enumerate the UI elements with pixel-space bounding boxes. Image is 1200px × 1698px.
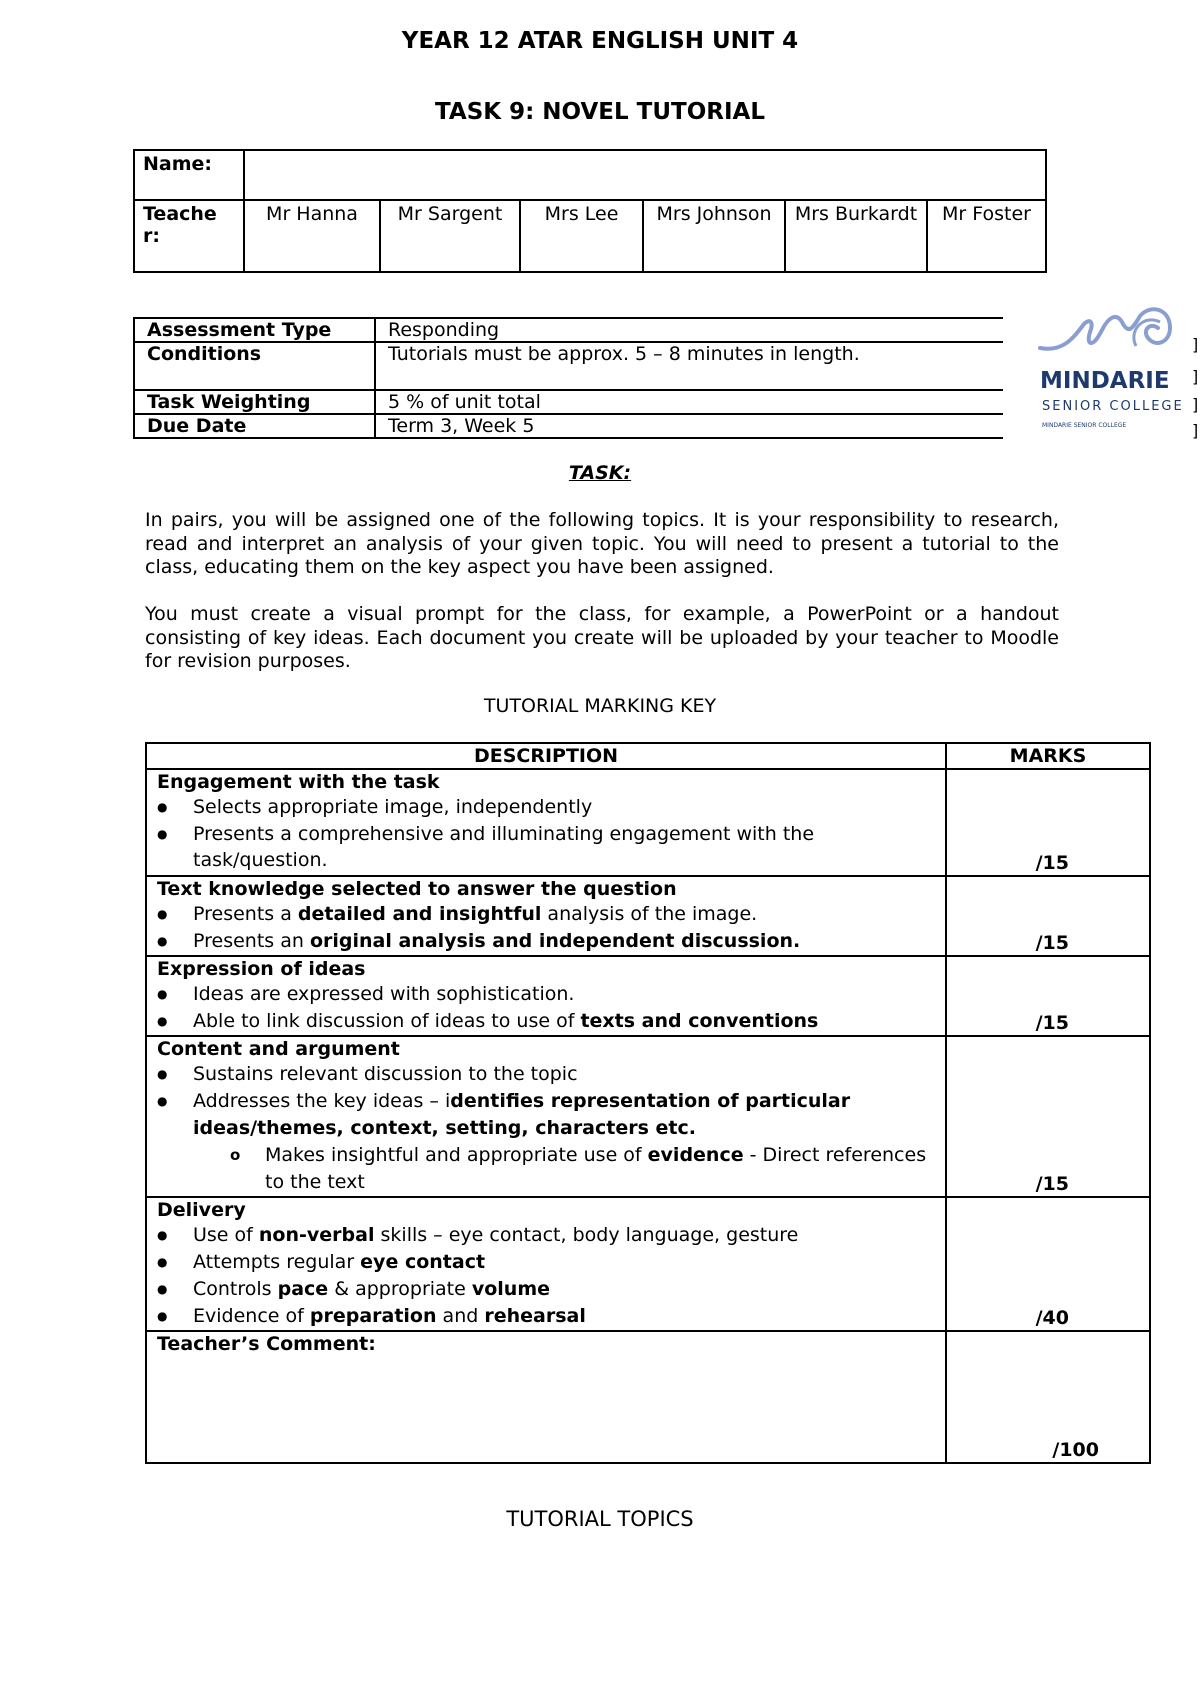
criterion-point: ● Controls pace & appropriate volume bbox=[157, 1276, 935, 1303]
marking-key-table bbox=[145, 742, 1151, 1464]
criterion-point: ● Ideas are expressed with sophistication. bbox=[157, 981, 935, 1008]
criterion-subpoint: o Makes insightful and appropriate use of evidence - Direct references to the text bbox=[157, 1142, 935, 1196]
due-date-value: Term 3, Week 5 bbox=[375, 414, 1003, 438]
svg-text:]: ] bbox=[1192, 367, 1199, 386]
criterion-row bbox=[146, 876, 1150, 956]
assessment-type-label: Assessment Type bbox=[134, 318, 375, 342]
criterion-title: Text knowledge selected to answer the question bbox=[157, 878, 677, 900]
criterion-row bbox=[146, 769, 1150, 876]
conditions-label: Conditions bbox=[134, 342, 375, 390]
comment-row bbox=[146, 1331, 1150, 1463]
tutorial-topics-heading: TUTORIAL TOPICS bbox=[506, 1507, 694, 1531]
criterion-mark: /15 bbox=[1035, 1173, 1069, 1195]
svg-text:]: ] bbox=[1192, 395, 1199, 414]
criterion-mark: /15 bbox=[1035, 1012, 1069, 1034]
document-title: YEAR 12 ATAR ENGLISH UNIT 4 bbox=[401, 28, 799, 54]
task-title: TASK 9: NOVEL TUTORIAL bbox=[435, 99, 765, 125]
task-paragraph-2: You must create a visual prompt for the class, for example, a PowerPoint or a handout consisting of key ideas. Each document you create will be uploaded by your teacher to Moodle for revision purposes. bbox=[145, 603, 1059, 672]
college-logo bbox=[1032, 300, 1200, 450]
teacher-option[interactable]: Mr Sargent bbox=[380, 200, 520, 272]
svg-text:]: ] bbox=[1192, 421, 1199, 440]
logo-sub: SENIOR COLLEGE bbox=[1042, 399, 1184, 414]
name-field[interactable] bbox=[244, 150, 1046, 200]
student-teacher-table bbox=[133, 149, 1047, 273]
name-label: Name: bbox=[134, 150, 244, 200]
teacher-option[interactable]: Mrs Burkardt bbox=[785, 200, 927, 272]
teacher-comment-label: Teacher’s Comment: bbox=[157, 1333, 376, 1355]
criterion-point: ● Presents an original analysis and independent discussion. bbox=[157, 928, 935, 955]
criterion-point: ● Attempts regular eye contact bbox=[157, 1249, 935, 1276]
teacher-option[interactable]: Mr Hanna bbox=[244, 200, 380, 272]
criterion-title: Content and argument bbox=[157, 1038, 400, 1060]
criterion-mark: /15 bbox=[1035, 932, 1069, 954]
criterion-title: Delivery bbox=[157, 1199, 246, 1221]
marks-header: MARKS bbox=[946, 743, 1150, 769]
criterion-mark: /15 bbox=[1035, 852, 1069, 874]
due-date-label: Due Date bbox=[134, 414, 375, 438]
criterion-title: Engagement with the task bbox=[157, 771, 440, 793]
criterion-point: ● Presents a detailed and insightful analysis of the image. bbox=[157, 901, 935, 928]
criterion-point: ● Able to link discussion of ideas to use of texts and conventions bbox=[157, 1008, 935, 1035]
logo-tagline: MINDARIE SENIOR COLLEGE bbox=[1042, 422, 1127, 429]
marking-key-title: TUTORIAL MARKING KEY bbox=[483, 695, 717, 717]
logo-name: MINDARIE bbox=[1040, 368, 1170, 394]
criterion-point: ● Evidence of preparation and rehearsal bbox=[157, 1303, 935, 1330]
assessment-info-table bbox=[133, 317, 1003, 439]
wave-mark bbox=[1040, 309, 1170, 349]
criterion-point: ● Selects appropriate image, independently bbox=[157, 794, 935, 821]
description-header: DESCRIPTION bbox=[146, 743, 946, 769]
svg-text:]: ] bbox=[1192, 335, 1199, 354]
criterion-mark: /40 bbox=[1035, 1307, 1069, 1329]
teacher-option[interactable]: Mrs Johnson bbox=[643, 200, 785, 272]
total-mark: /100 bbox=[1052, 1439, 1099, 1461]
assessment-type-value: Responding bbox=[375, 318, 1003, 342]
criterion-title: Expression of ideas bbox=[157, 958, 366, 980]
criterion-point: ● Presents a comprehensive and illuminating engagement with the task/question. bbox=[157, 821, 935, 873]
weighting-label: Task Weighting bbox=[134, 390, 375, 414]
criterion-point: ● Addresses the key ideas – identifies representation of particular ideas/themes, context, setting, characters etc. bbox=[157, 1088, 935, 1142]
task-heading: TASK: bbox=[568, 462, 632, 484]
criterion-point: ● Use of non-verbal skills – eye contact, body language, gesture bbox=[157, 1222, 935, 1249]
criterion-row bbox=[146, 1197, 1150, 1331]
teacher-option[interactable]: Mr Foster bbox=[927, 200, 1046, 272]
teacher-option[interactable]: Mrs Lee bbox=[520, 200, 643, 272]
teacher-label: Teache r: bbox=[134, 200, 244, 272]
criterion-point: ● Sustains relevant discussion to the topic bbox=[157, 1061, 935, 1088]
task-paragraph-1: In pairs, you will be assigned one of the following topics. It is your responsibility to research, read and interpret an analysis of your given topic. You will need to present a tutorial to the class, educating them on the key aspect you have been assigned. bbox=[145, 509, 1059, 578]
criterion-row bbox=[146, 1036, 1150, 1197]
criterion-row bbox=[146, 956, 1150, 1036]
conditions-value: Tutorials must be approx. 5 – 8 minutes in length. bbox=[375, 342, 1003, 390]
weighting-value: 5 % of unit total bbox=[375, 390, 1003, 414]
